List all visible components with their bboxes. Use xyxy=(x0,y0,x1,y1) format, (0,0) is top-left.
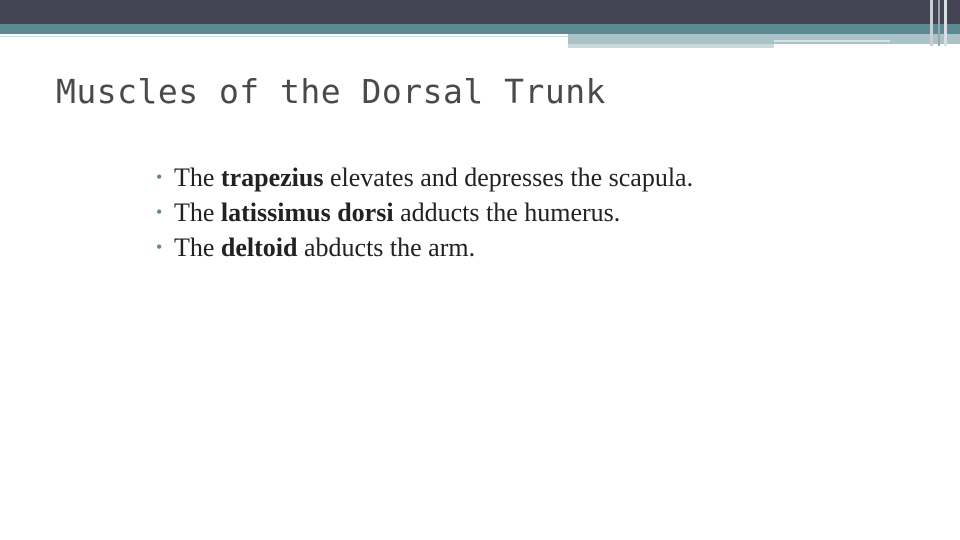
slide-title: Muscles of the Dorsal Trunk xyxy=(56,72,606,111)
bullet-emphasis-term: trapezius xyxy=(220,163,324,192)
bullet-emphasis-term: latissimus dorsi xyxy=(220,198,394,227)
bullet-text-after: abducts the arm. xyxy=(297,233,476,262)
header-edge-bar xyxy=(938,0,940,46)
bullet-marker: • xyxy=(156,167,163,187)
bullet-text-before: The xyxy=(174,198,221,227)
header-edge-bar xyxy=(944,0,947,46)
bullet-marker: • xyxy=(156,202,163,222)
bullet-text-before: The xyxy=(174,233,221,262)
header-dark-band xyxy=(0,0,960,24)
bullet-list xyxy=(156,160,776,265)
bullet-emphasis-term: deltoid xyxy=(220,233,298,262)
bullet-text-before: The xyxy=(174,163,221,192)
bullet-text-after: elevates and depresses the scapula. xyxy=(323,163,694,192)
header-thin-line-right xyxy=(774,40,890,42)
bullet-marker: • xyxy=(156,237,163,257)
header-teal-band xyxy=(0,24,960,34)
bullet-text-after: adducts the humerus. xyxy=(393,198,621,227)
header-edge-bar xyxy=(930,0,933,46)
header-light-band xyxy=(568,34,960,44)
bullet-item-trapezius xyxy=(156,160,776,195)
bullet-item-deltoid xyxy=(156,230,776,265)
header-thin-line xyxy=(0,36,568,37)
bullet-item-latissimus-dorsi xyxy=(156,195,776,230)
header-light-band-lower xyxy=(568,44,774,48)
